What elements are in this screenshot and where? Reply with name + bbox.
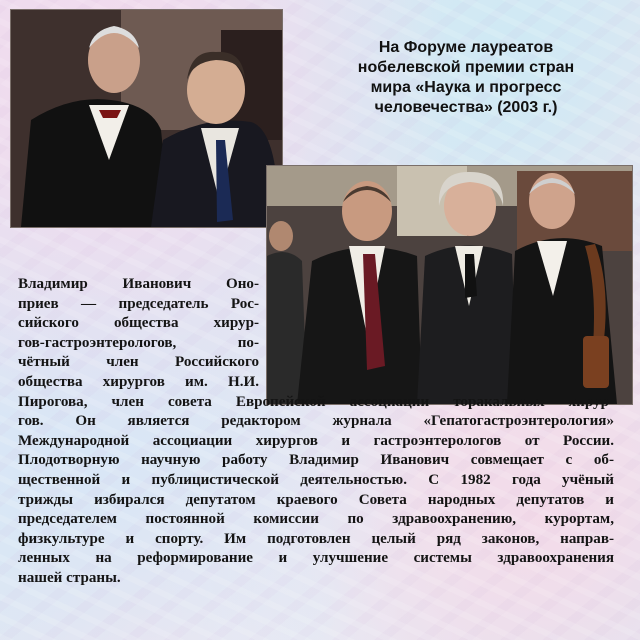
- bio-line: общества хирургов им. Н.И.: [18, 373, 259, 390]
- bio-line: Пирогова, член совета Европейской ассоциации торакальных хирур-: [18, 393, 614, 410]
- photo-two-men-drawing: [11, 10, 282, 227]
- bio-line: председателем постоянной комиссии по здравоохранению, курортам,: [18, 511, 614, 528]
- bio-line: Владимир Иванович Оно-: [18, 276, 259, 292]
- caption-line: На Форуме лауреатов: [378, 39, 554, 56]
- bio-line: сийского общества хирур-: [18, 315, 259, 332]
- bio-line: приев — председатель Рос-: [18, 295, 259, 312]
- bio-line: Международной ассоциации хирургов и гастроэнтерологов от России.: [18, 432, 614, 449]
- bio-line: чётный член Российского: [18, 354, 259, 371]
- bio-line: гов-гастроэнтерологов, по-: [18, 334, 259, 351]
- bio-line: ленных на реформирование и улучшение системы здравоохранения: [18, 550, 614, 567]
- bio-line: нашей страны.: [18, 569, 121, 586]
- biography-text: [18, 275, 618, 589]
- bio-line: щественной и публицистической деятельностью. С 1982 года учёный: [18, 471, 614, 488]
- caption-line: мира «Наука и прогресс: [370, 79, 562, 96]
- photo-two-men: [10, 9, 283, 228]
- bio-line: физкультуре и спорту. Им подготовлен целый ряд законов, направ-: [18, 530, 614, 547]
- bio-line: трижды избирался депутатом краевого Совета народных депутатов и: [18, 491, 614, 508]
- bio-line: гов. Он является редактором журнала «Гепатогастроэнтерология»: [18, 413, 614, 430]
- bio-line: Плодотворную научную работу Владимир Иванович совмещает с об-: [18, 452, 614, 469]
- photo-caption: [316, 38, 616, 118]
- caption-line: нобелевской премии стран: [357, 59, 575, 76]
- caption-line: человечества» (2003 г.): [374, 99, 558, 116]
